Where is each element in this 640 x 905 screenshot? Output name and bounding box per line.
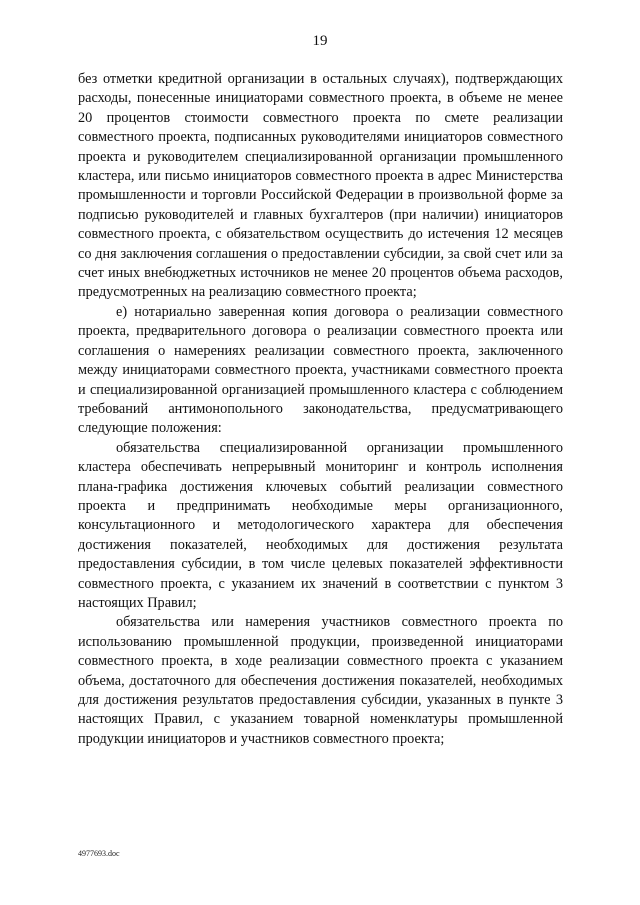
paragraph-obligations-participants: обязательства или намерения участников совместного проекта по использованию промышленной продукции, произведенной инициаторами совместного проекта, в ходе реализации совместного проекта с указанием объема, достаточного для обеспечения достижения показателей, необходимых для достижения результатов предоставления субсидии, указанных в пункте 3 настоящих Правил, с указанием товарной номенклатуры промышленной продукции инициаторов и участников совместного проекта; (78, 614, 563, 747)
footer-file-name: 4977693.doc (78, 849, 120, 858)
paragraph-continuation: без отметки кредитной организации в остальных случаях), подтверждающих расходы, понесенные инициаторами совместного проекта, в объеме не менее 20 процентов стоимости совместного проекта по смете реализации совместного проекта, подписанных руководителями инициаторов совместного проекта и руководителем специализированной организации промышленного кластера, или письмо инициаторов совместного проекта в адрес Министерства промышленности и торговли Российской Федерации в произвольной форме за подписью руководителей и главных бухгалтеров (при наличии) инициаторов совместного проекта, с обязательством осуществить до истечения 12 месяцев со дня заключения соглашения о предоставлении субсидии, за свой счет или за счет иных внебюджетных источников не менее 20 процентов объема расходов, предусмотренных на реализацию совместного проекта; (78, 71, 563, 301)
paragraph-obligations-cluster-organization: обязательства специализированной организации промышленного кластера обеспечивать непрерывный мониторинг и контроль исполнения плана-графика достижения ключевых событий реализации совместного проекта и предпринимать необходимые меры организационного, консультационного и методологического характера для обеспечения достижения показателей, необходимых для достижения результата предоставления субсидии, в том числе целевых показателей эффективности совместного проекта, с указанием их значений в соответствии с пунктом 3 настоящих Правил; (78, 439, 563, 611)
paragraph-item-e: е) нотариально заверенная копия договора о реализации совместного проекта, предварительного договора о реализации совместного проекта или соглашения о намерениях реализации совместного проекта, заключенного между инициаторами совместного проекта, участниками совместного проекта и специализированной организацией промышленного кластера с соблюдением требований антимонопольного законодательства, предусматривающего следующие положения: (78, 303, 563, 437)
page-number: 19 (312, 33, 328, 49)
document-body (78, 70, 563, 749)
